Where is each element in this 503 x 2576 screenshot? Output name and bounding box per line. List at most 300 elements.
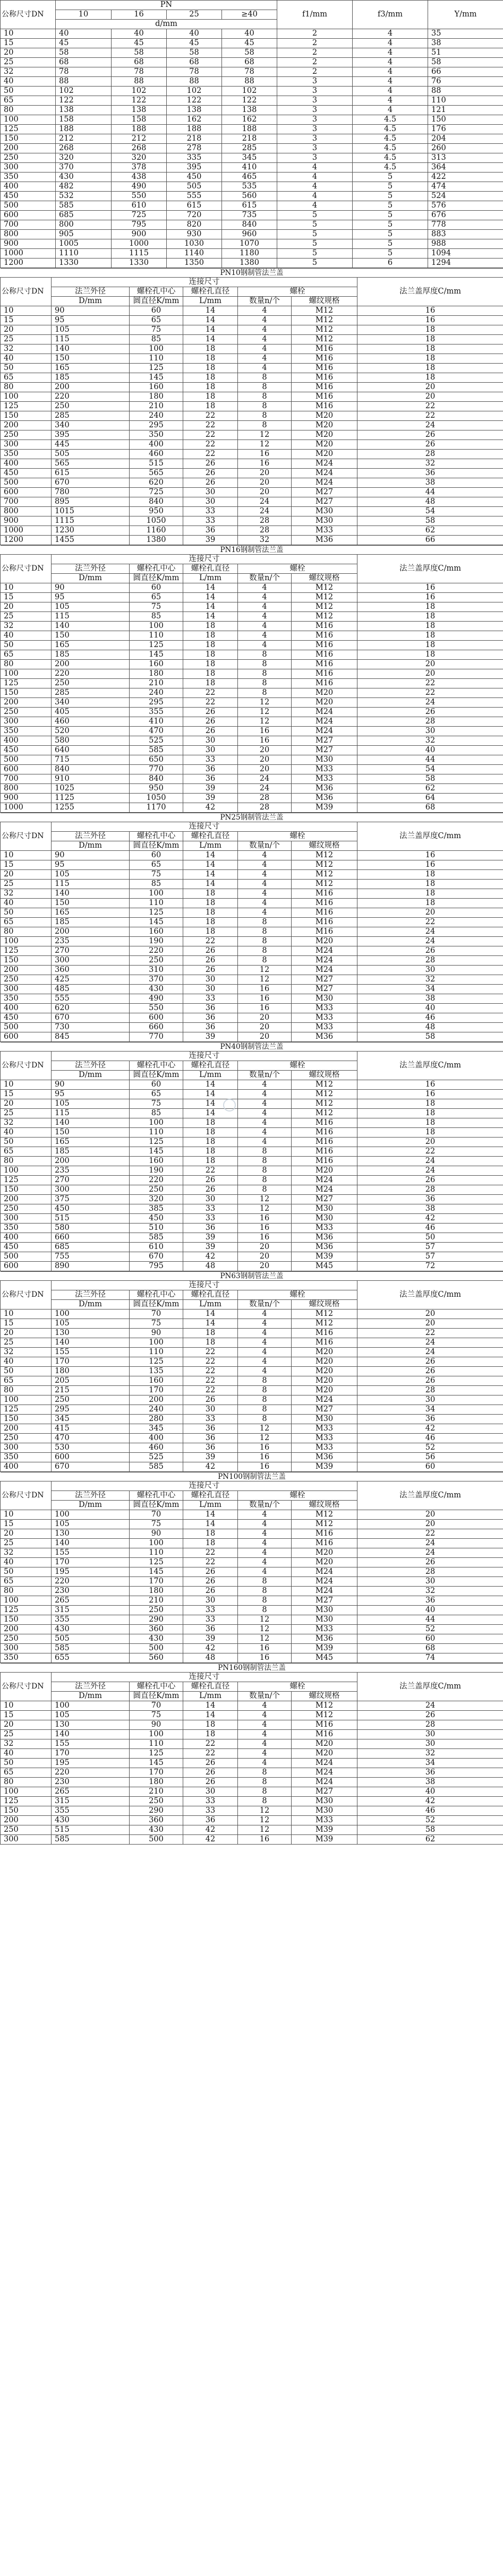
table-cell: 60	[130, 583, 183, 593]
table-row	[1, 440, 503, 450]
table-cell: 100	[130, 1338, 183, 1348]
table-cell: 40	[1, 1357, 52, 1367]
table-cell: 535	[222, 182, 277, 192]
table-cell: 20	[1, 48, 56, 58]
table-cell: 218	[167, 134, 222, 144]
table-cell: 25	[1, 1730, 52, 1739]
bolt-circle-header: 螺栓孔中心	[130, 1491, 183, 1501]
table-cell: 4.5	[353, 125, 428, 134]
table-cell: 16	[238, 1835, 292, 1845]
table-row	[1, 956, 503, 966]
table-cell: 25	[1, 1539, 52, 1548]
table-cell: 5	[277, 211, 353, 220]
table-cell: 42	[183, 803, 238, 813]
table-row	[1, 583, 503, 593]
table-cell: 8	[238, 411, 292, 421]
table-cell: 100	[1, 669, 52, 679]
table-row	[1, 1759, 503, 1768]
table-cell: 600	[52, 1453, 130, 1462]
bolt-hole-unit: L/mm	[183, 841, 238, 851]
table-cell: 4	[238, 851, 292, 860]
table-row	[1, 1558, 503, 1567]
table-cell: 22	[183, 1166, 238, 1176]
table-row	[1, 383, 503, 392]
header-row	[1, 555, 503, 564]
table-cell: 150	[1, 1615, 52, 1625]
table-cell: 1380	[222, 259, 277, 268]
table-cell: 26	[183, 946, 238, 956]
table-cell: 76	[428, 77, 503, 87]
table-cell: 22	[357, 679, 503, 688]
table-cell: 16	[238, 1443, 292, 1453]
table-cell: 188	[222, 125, 277, 134]
table-cell: 180	[130, 1778, 183, 1787]
table-cell: 5	[353, 201, 428, 211]
table-cell: 42	[183, 1825, 238, 1835]
table-cell: 18	[357, 364, 503, 373]
table-row	[1, 48, 503, 58]
table-cell: 42	[357, 1214, 503, 1224]
table-row	[1, 402, 503, 411]
table-cell: 32	[238, 536, 292, 545]
thickness-header: 法兰盖厚度C/mm	[357, 555, 503, 583]
table-cell: M16	[292, 1329, 357, 1338]
table-cell: 515	[52, 1825, 130, 1835]
table-cell: M16	[292, 1138, 357, 1147]
table-cell: M16	[292, 622, 357, 631]
bolt-qty-header: 数量n/个	[238, 1692, 292, 1701]
header-row	[1, 1281, 503, 1290]
table-cell: 45	[222, 39, 277, 48]
table-cell: 565	[52, 459, 130, 469]
table-cell: 1000	[1, 803, 52, 813]
table-cell: M20	[292, 450, 357, 459]
table-cell: 115	[52, 612, 130, 622]
table-cell: 400	[1, 736, 52, 746]
table-cell: 620	[130, 478, 183, 488]
table-row	[1, 1329, 503, 1338]
flange-cover-table	[0, 813, 503, 1042]
table-cell: 110	[428, 96, 503, 106]
table-cell: 4.5	[353, 153, 428, 163]
table-cell: M16	[292, 899, 357, 908]
table-cell: 676	[428, 211, 503, 220]
table-cell: 36	[357, 1195, 503, 1204]
table-cell: 46	[357, 1806, 503, 1816]
table-cell: 200	[1, 144, 56, 153]
table-cell: 65	[1, 1147, 52, 1157]
table-cell: 22	[357, 402, 503, 411]
table-cell: 200	[130, 1395, 183, 1405]
table-cell: 80	[1, 1386, 52, 1395]
bolt-circle-unit: 圆直径K/mm	[130, 297, 183, 306]
table-cell: 18	[183, 1147, 238, 1157]
table-cell: 145	[130, 650, 183, 660]
table-cell: 900	[1, 516, 52, 526]
table-cell: 36	[183, 1004, 238, 1013]
table-cell: 85	[130, 880, 183, 889]
bolt-circle-header: 螺栓孔中心	[130, 564, 183, 574]
table-cell: 32	[1, 1348, 52, 1357]
table-cell: M16	[292, 1720, 357, 1730]
table-cell: 1000	[1, 249, 56, 259]
table-cell: 4.5	[353, 144, 428, 153]
table-cell: 4	[238, 1701, 292, 1711]
table-cell: 145	[130, 918, 183, 927]
table-cell: 18	[183, 908, 238, 918]
table-cell: 30	[183, 1787, 238, 1797]
table-cell: 38	[428, 39, 503, 48]
table-cell: 250	[1, 1434, 52, 1443]
table-cell: 4	[238, 583, 292, 593]
table-cell: 122	[112, 96, 167, 106]
table-row	[1, 1711, 503, 1720]
table-cell: 16	[238, 1004, 292, 1013]
table-cell: 26	[183, 1768, 238, 1778]
table-cell: 490	[112, 182, 167, 192]
table-cell: 400	[1, 1233, 52, 1243]
table-row	[1, 1032, 503, 1042]
table-cell: M24	[292, 708, 357, 717]
table-cell: M16	[292, 650, 357, 660]
table-cell: 20	[1, 1099, 52, 1109]
table-cell: 200	[1, 966, 52, 975]
table-cell: 58	[357, 1032, 503, 1042]
table-row	[1, 1357, 503, 1367]
bolt-header: 螺栓	[238, 1491, 357, 1501]
connection-size-header: 连接尺寸	[52, 1281, 357, 1290]
table-cell: 195	[52, 1567, 130, 1577]
table-cell: 30	[357, 1395, 503, 1405]
table-row	[1, 325, 503, 335]
table-cell: 1255	[52, 803, 130, 813]
table-cell: 18	[183, 1138, 238, 1147]
table-cell: 4	[238, 1730, 292, 1739]
table-cell: 4	[238, 870, 292, 880]
table-row	[1, 536, 503, 545]
bolt-header: 螺栓	[238, 1061, 357, 1071]
table-cell: 22	[183, 440, 238, 450]
table-cell: 50	[1, 87, 56, 96]
table-cell: M12	[292, 1109, 357, 1118]
table-cell: 360	[52, 966, 130, 975]
bolt-circle-unit: 圆直径K/mm	[130, 1692, 183, 1701]
table-cell: M24	[292, 966, 357, 975]
table-row	[1, 259, 503, 268]
table-cell: 110	[130, 1348, 183, 1357]
table-cell: 4.5	[353, 134, 428, 144]
table-cell: 900	[112, 230, 167, 239]
table-cell: 100	[130, 1539, 183, 1548]
table-cell: M45	[292, 1653, 357, 1663]
table-row	[1, 1405, 503, 1415]
table-cell: 474	[428, 182, 503, 192]
table-cell: 95	[52, 316, 130, 325]
table-cell: 4	[238, 316, 292, 325]
table-row	[1, 230, 503, 239]
table-cell: M12	[292, 583, 357, 593]
table-cell: 300	[52, 1185, 130, 1195]
table-cell: M16	[292, 373, 357, 383]
table-cell: 42	[183, 1252, 238, 1262]
table-cell: 150	[52, 899, 130, 908]
table-cell: M12	[292, 1090, 357, 1099]
table-cell: 150	[52, 354, 130, 364]
table-cell: 75	[130, 1099, 183, 1109]
table-cell: 20	[238, 1243, 292, 1252]
table-cell: M20	[292, 1558, 357, 1567]
table-cell: 95	[52, 593, 130, 602]
table-cell: 565	[130, 469, 183, 478]
table-cell: 28	[357, 1567, 503, 1577]
table-cell: 36	[183, 1013, 238, 1023]
outer-diameter-header: 法兰外径	[52, 1290, 130, 1300]
table-cell: 162	[167, 115, 222, 125]
table-row	[1, 851, 503, 860]
table-cell: 12	[238, 975, 292, 985]
table-cell: 8	[238, 1606, 292, 1615]
table-row	[1, 1243, 503, 1252]
table-cell: 200	[1, 698, 52, 708]
table-cell: 212	[56, 134, 112, 144]
table-cell: 450	[52, 1204, 130, 1214]
table-row	[1, 755, 503, 765]
table-cell: 220	[52, 1768, 130, 1778]
bolt-hole-unit: L/mm	[183, 1300, 238, 1309]
table-cell: 3	[277, 96, 353, 106]
table-cell: 38	[357, 1778, 503, 1787]
table-cell: 780	[52, 488, 130, 497]
table-row	[1, 1701, 503, 1711]
table-cell: 60	[357, 1634, 503, 1644]
table-cell: 58	[357, 774, 503, 784]
table-cell: 438	[112, 173, 167, 182]
table-cell: 220	[52, 1577, 130, 1587]
table-cell: 4	[238, 1118, 292, 1128]
table-cell: 65	[1, 918, 52, 927]
table-cell: 44	[357, 1615, 503, 1625]
table-cell: 200	[1, 1625, 52, 1634]
table-cell: 18	[357, 1109, 503, 1118]
table-cell: M30	[292, 1606, 357, 1615]
table-cell: 80	[1, 106, 56, 115]
table-cell: M36	[292, 1453, 357, 1462]
table-cell: 20	[238, 488, 292, 497]
bolt-hole-unit: L/mm	[183, 1692, 238, 1701]
table-cell: 36	[183, 765, 238, 774]
table-cell: 20	[238, 469, 292, 478]
table-cell: 90	[52, 851, 130, 860]
table-row	[1, 1520, 503, 1529]
table-title: PN160钢制管法兰盖	[1, 1664, 503, 1673]
table-cell: 110	[130, 1548, 183, 1558]
table-cell: 18	[183, 679, 238, 688]
bolt-hole-header: 螺栓孔直径	[183, 1491, 238, 1501]
table-row	[1, 125, 503, 134]
table-cell: 188	[112, 125, 167, 134]
table-cell: M24	[292, 459, 357, 469]
table-cell: 10	[1, 1080, 52, 1090]
table-cell: 155	[52, 1739, 130, 1749]
table-cell: 8	[238, 946, 292, 956]
outer-diameter-unit: D/mm	[52, 297, 130, 306]
table-cell: 555	[52, 994, 130, 1004]
table-cell: M36	[292, 1634, 357, 1644]
table-row	[1, 1376, 503, 1386]
table-cell: 5	[353, 192, 428, 201]
table-cell: 180	[52, 1367, 130, 1376]
table-cell: 510	[130, 1224, 183, 1233]
table-cell: 33	[183, 755, 238, 765]
table-cell: 10	[1, 1510, 52, 1520]
table-cell: 26	[357, 946, 503, 956]
outer-diameter-header: 法兰外径	[52, 832, 130, 841]
table-cell: 585	[130, 1233, 183, 1243]
table-row	[1, 1539, 503, 1548]
table-cell: 4	[238, 622, 292, 631]
table-cell: 12	[238, 1615, 292, 1625]
flange-cover-table	[0, 268, 503, 545]
table-cell: 8	[238, 1587, 292, 1596]
table-cell: 15	[1, 39, 56, 48]
table-cell: 350	[130, 430, 183, 440]
table-cell: M27	[292, 1596, 357, 1606]
table-cell: 33	[183, 994, 238, 1004]
table-cell: 28	[357, 956, 503, 966]
table-cell: 300	[52, 956, 130, 966]
table-cell: 140	[52, 889, 130, 899]
table-cell: 40	[1, 1749, 52, 1759]
table-cell: M20	[292, 937, 357, 946]
table-cell: 22	[183, 1548, 238, 1558]
table-cell: 778	[428, 220, 503, 230]
table-cell: 80	[1, 1157, 52, 1166]
table-row	[1, 736, 503, 746]
table-cell: 20	[238, 746, 292, 755]
table-cell: 250	[1, 975, 52, 985]
table-cell: 18	[183, 354, 238, 364]
table-cell: 515	[52, 1214, 130, 1224]
table-cell: 22	[183, 1367, 238, 1376]
table-cell: 600	[1, 1262, 52, 1271]
table-cell: 12	[238, 708, 292, 717]
table-cell: 410	[130, 717, 183, 727]
table-cell: 40	[357, 746, 503, 755]
table-cell: 1330	[56, 259, 112, 268]
table-cell: 340	[52, 421, 130, 430]
table-cell: 14	[183, 1309, 238, 1319]
table-cell: 1125	[52, 794, 130, 803]
table-cell: 65	[130, 316, 183, 325]
pn-class-header: 25	[167, 10, 222, 20]
table-cell: 4	[353, 48, 428, 58]
table-cell: 250	[130, 956, 183, 966]
table-cell: 125	[1, 1405, 52, 1415]
table-cell: 18	[357, 870, 503, 880]
table-cell: 25	[1, 880, 52, 889]
table-row	[1, 239, 503, 249]
table-cell: 32	[1, 889, 52, 899]
table-cell: 18	[357, 335, 503, 344]
table-cell: 48	[357, 497, 503, 507]
table-row	[1, 39, 503, 48]
table-cell: 80	[1, 927, 52, 937]
table-cell: M16	[292, 1157, 357, 1166]
table-cell: M30	[292, 1806, 357, 1816]
table-cell: 33	[183, 1615, 238, 1625]
table-cell: 8	[238, 1768, 292, 1778]
table-cell: 25	[1, 58, 56, 67]
table-row	[1, 373, 503, 383]
table-cell: M39	[292, 1252, 357, 1262]
table-row	[1, 134, 503, 144]
dn-header: 公称尺寸DN	[1, 1, 56, 29]
table-cell: 5	[353, 230, 428, 239]
table-cell: M16	[292, 344, 357, 354]
table-cell: 300	[1, 163, 56, 173]
table-cell: 22	[357, 1147, 503, 1157]
table-cell: 415	[52, 1424, 130, 1434]
table-cell: 138	[222, 106, 277, 115]
bolt-thread-header: 螺纹规格	[292, 297, 357, 306]
thickness-header: 法兰盖厚度C/mm	[357, 1673, 503, 1701]
table-cell: 20	[238, 755, 292, 765]
table-cell: 180	[130, 669, 183, 679]
table-cell: 524	[428, 192, 503, 201]
table-row	[1, 688, 503, 698]
table-cell: 4	[238, 335, 292, 344]
bolt-circle-unit: 圆直径K/mm	[130, 1300, 183, 1309]
table-cell: 580	[52, 736, 130, 746]
table-cell: 16	[238, 1453, 292, 1462]
table-cell: 62	[357, 526, 503, 536]
table-cell: 110	[130, 1128, 183, 1138]
table-cell: M24	[292, 946, 357, 956]
table-cell: 26	[183, 478, 238, 488]
table-cell: 30	[357, 1730, 503, 1739]
table-cell: 840	[130, 774, 183, 784]
table-cell: 50	[1, 364, 52, 373]
table-cell: 18	[183, 631, 238, 641]
table-cell: 170	[130, 1577, 183, 1587]
table-title-row	[1, 1664, 503, 1673]
table-cell: 40	[1, 77, 56, 87]
table-cell: 12	[238, 1625, 292, 1634]
table-cell: M33	[292, 1625, 357, 1634]
table-cell: M30	[292, 755, 357, 765]
table-cell: 50	[1, 641, 52, 650]
table-cell: 185	[52, 918, 130, 927]
table-cell: 210	[130, 679, 183, 688]
table-cell: 4	[238, 1309, 292, 1319]
table-cell: 2	[277, 39, 353, 48]
table-cell: 24	[357, 1166, 503, 1176]
table-cell: 115	[52, 335, 130, 344]
table-cell: 26	[183, 1567, 238, 1577]
table-cell: M12	[292, 860, 357, 870]
table-cell: 20	[1, 325, 52, 335]
table-cell: 8	[238, 1405, 292, 1415]
table-cell: 345	[222, 153, 277, 163]
table-cell: 290	[130, 1806, 183, 1816]
table-cell: 285	[52, 411, 130, 421]
table-cell: 8	[238, 956, 292, 966]
table-cell: 18	[183, 669, 238, 679]
table-cell: 18	[183, 373, 238, 383]
table-cell: 16	[238, 1653, 292, 1663]
table-cell: 525	[130, 736, 183, 746]
table-cell: 150	[52, 631, 130, 641]
